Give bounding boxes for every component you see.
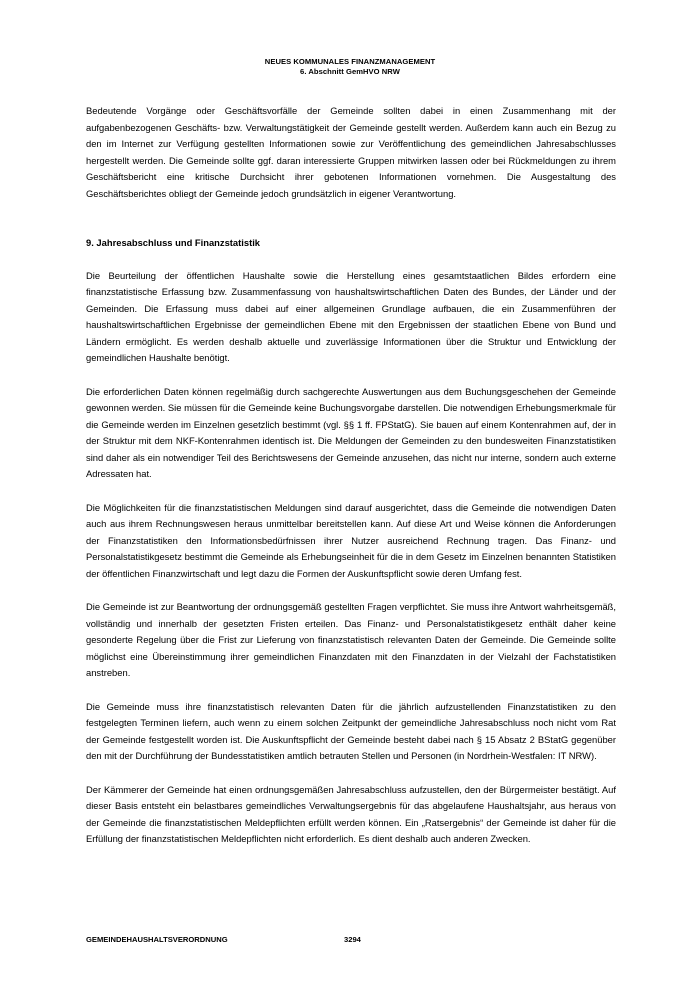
header-title: NEUES KOMMUNALES FINANZMANAGEMENT — [264, 57, 436, 66]
running-header — [0, 57, 700, 76]
page-number: 3294 — [344, 935, 361, 944]
section-heading: 9. Jahresabschluss und Finanzstatistik — [86, 237, 261, 248]
paragraph: Die Beurteilung der öffentlichen Haushalte sowie die Herstellung eines gesamtstaatlichen Bildes erfordern eine finanzstatistische Erfassung bzw. Zusammenfassung von haushaltswirtschaftlichen Daten des Bundes, der Länder und der Gemeinden. Die Erfassung muss dabei auf einer allgemeinen Grundlage aufbauen, die ein Zusammenführen der haushaltswirtschaftlichen Ergebnisse der gemeindlichen Ebene mit den Ergebnissen der staatlichen Ebene von Bund und Ländern ermöglicht. Es werden deshalb aktuelle und zuverlässige Informationen über die Struktur und Entwicklung der gemeindlichen Haushalte benötigt. — [86, 269, 616, 363]
footer-label: GEMEINDEHAUSHALTSVERORDNUNG — [86, 935, 228, 944]
paragraph: Die Möglichkeiten für die finanzstatistischen Meldungen sind darauf ausgerichtet, dass die Gemeinde die notwendigen Daten auch aus ihrem Rechnungswesen heraus unmittelbar bereitstellen kann. Auf diese Art und Weise können die Anforderungen der Finanzstatistiken den Informationsbedürfnissen ihrer Nutzer ausreichend Rechnung tragen. Das Finanz- und Personalstatistikgesetz bestimmt die Gemeinde als Erhebungseinheit für die in dem Gesetz im Einzelnen benannten Statistiken der öffentlichen Finanzwirtschaft und legt dazu die Formen der Auskunftspflicht sowie deren Umfang fest. — [86, 501, 616, 579]
paragraph: Die erforderlichen Daten können regelmäßig durch sachgerechte Auswertungen aus dem Buchungsgeschehen der Gemeinde gewonnen werden. Sie müssen für die Gemeinde keine Buchungsvorgabe darstellen. Die notwendigen Erhebungsmerkmale für die Gemeinde werden im Einzelnen gesetzlich bestimmt (vgl. §§ 1 ff. FPStatG). Sie bauen auf einem Kontenrahmen auf, der in der Struktur mit dem NKF-Kontenrahmen identisch ist. Die Meldungen der Gemeinden zu den bundesweiten Finanzstatistiken sind daher als ein notwendiger Teil des Berichtswesens der Gemeinde anzusehen, das nicht nur interne, sondern auch externe Adressaten hat. — [86, 385, 616, 479]
paragraph: Der Kämmerer der Gemeinde hat einen ordnungsgemäßen Jahresabschluss aufzustellen, den der Bürgermeister bestätigt. Auf dieser Basis entsteht ein belastbares gemeindliches Verwaltungsergebnis für das abgelaufene Haushaltsjahr, aus heraus von der Gemeinde die finanzstatistischen Meldepflichten erfüllt werden können. Ein „Ratsergebnis“ der Gemeinde ist daher für die Erfüllung der finanzstatistischen Meldepflichten nicht erforderlich. Es dient deshalb auch anderen Zwecken. — [86, 783, 616, 844]
paragraph: Die Gemeinde muss ihre finanzstatistisch relevanten Daten für die jährlich aufzustellenden Finanzstatistiken zu den festgelegten Terminen liefern, auch wenn zu einem solchen Zeitpunkt der gemeindliche Jahresabschluss noch nicht vom Rat der Gemeinde festgestellt worden ist. Die Auskunftspflicht der Gemeinde besteht dabei nach § 15 Absatz 2 BStatG gegenüber den mit der Durchführung der Bundesstatistiken amtlich betrauten Stellen und Personen (in Nordrhein-Westfalen: IT NRW). — [86, 700, 616, 761]
body-text — [86, 103, 616, 865]
paragraph: Die Gemeinde ist zur Beantwortung der ordnungsgemäß gestellten Fragen verpflichtet. Sie muss ihre Antwort wahrheitsgemäß, vollständig und innerhalb der gesetzten Fristen erteilen. Das Finanz- und Personalstatistikgesetz enthält daher keine gesonderte Regelung über die Frist zur Lieferung von finanzstatistisch relevanten Daten der Gemeinde. Die Gemeinde sollte möglichst eine Übereinstimmung ihrer gemeindlichen Finanzdaten mit den Finanzdaten in der Vielzahl der Fachstatistiken anstreben. — [86, 601, 616, 678]
intro-paragraph: Bedeutende Vorgänge oder Geschäftsvorfälle der Gemeinde sollten dabei in einen Zusammenhang mit der aufgabenbezogenen Geschäfts- bzw. Verwaltungstätigkeit der Gemeinde gestellt werden. Außerdem kann auch ein Bezug zu den im Internet zur Verfügung gestellten Informationen sowie zur Veröffentlichung des gemeindlichen Jahresabschlusses hergestellt werden. Die Gemeinde sollte ggf. daran interessierte Gruppen mitwirken lassen oder bei Rückmeldungen zu ihrem Geschäftsbericht eine kritische Durchsicht ihrer gebotenen Informationen vornehmen. Die Ausgestaltung des Geschäftsberichtes obliegt der Gemeinde jedoch grundsätzlich in eigener Verantwortung. — [86, 105, 616, 199]
header-subtitle: 6. Abschnitt GemHVO NRW — [300, 66, 400, 76]
